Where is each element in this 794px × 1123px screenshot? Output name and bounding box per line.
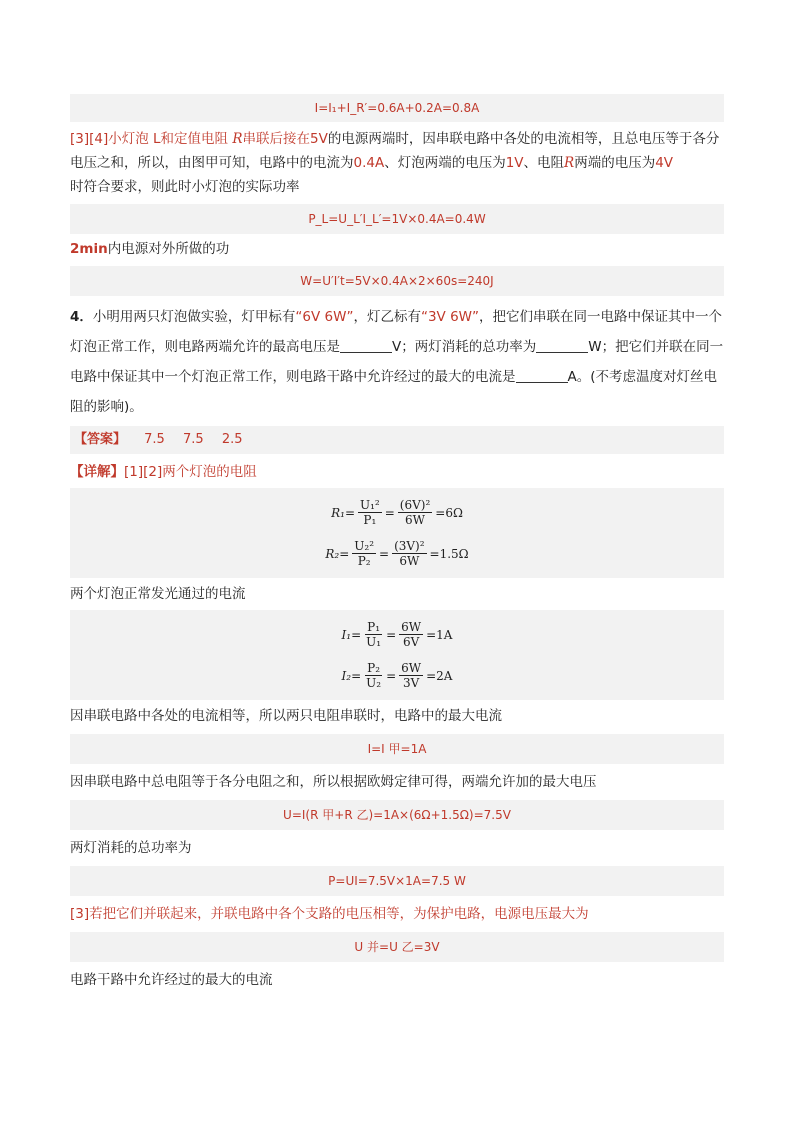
denominator: U₂ (366, 676, 382, 690)
text: 两个灯泡正常发光通过的电流 (70, 586, 246, 602)
denominator: 3V (402, 676, 420, 690)
equation-work: W=U′I′t=5V×0.4A×2×60s=240J (300, 274, 494, 288)
answer-blank (516, 368, 568, 383)
symbol-r: R (232, 131, 243, 147)
value: 1V (505, 155, 524, 171)
text: 串联后接在 (242, 131, 311, 147)
text: 电路干路中允许经过的最大的电流 (70, 972, 273, 988)
equation-total-power: P=UI=7.5V×1A=7.5 W (328, 874, 466, 888)
lamp-spec: “6V 6W” (295, 309, 354, 325)
numerator: P₁ (367, 620, 381, 634)
numerator: U₁² (360, 498, 380, 512)
paragraph-current (70, 582, 724, 606)
value: 2min (70, 241, 108, 257)
value: 4V (655, 155, 674, 171)
text: 因串联电路中总电阻等于各分电阻之和，所以根据欧姆定律可得，两端允许加的最大电压 (70, 774, 597, 790)
text: [3]若把它们并联起来，并联电路中各个支路的电压相等，为保护电路，电源电压最大为 (70, 906, 589, 922)
text: [1][2]两个灯泡的电阻 (124, 464, 257, 480)
unit: A (567, 369, 577, 385)
text: 、电阻 (523, 155, 565, 171)
eq-result: =6Ω (435, 505, 463, 520)
unit: V (392, 339, 402, 355)
document-page (70, 94, 724, 992)
text: 。(不考虑温度对灯丝电阻的影响)。 (70, 369, 718, 415)
text: 小明用两只灯泡做实验，灯甲标有 (92, 309, 296, 325)
denominator: 6W (405, 513, 426, 527)
equation-parallel-voltage: U 并=U 乙=3V (354, 940, 440, 954)
eq-lhs: R₂ (325, 546, 340, 561)
fraction (358, 498, 382, 527)
equation-r2: R₂ = $\frac{\text{U₂²}}{\text{P₂}}$ = $\frac{\text{(3V)²}}{6W}$ =1.5Ω (325, 539, 469, 568)
equation-max-voltage: U=I(R 甲+R 乙)=1A×(6Ω+1.5Ω)=7.5V (283, 808, 511, 822)
equation-band (70, 94, 724, 122)
equation-max-current: I=I 甲=1A (367, 742, 427, 756)
symbol-r: R (564, 155, 575, 171)
numerator: (6V)² (399, 498, 431, 512)
numerator: 6W (401, 661, 422, 675)
equation-band-resistance (70, 488, 724, 578)
value: 5V (310, 131, 328, 147)
text: 内电源对外所做的功 (107, 241, 230, 257)
answer-value: 7.5 (182, 432, 204, 447)
unit: W (588, 339, 602, 355)
answer-value: 2.5 (221, 432, 243, 447)
numerator: U₂² (354, 539, 374, 553)
equation-i1: I₁ = $\frac{\text{P₁}}{\text{U₁}}$ = $\frac{6W}{6V}$ =1A (341, 620, 453, 649)
denominator: 6W (399, 554, 420, 568)
answer-blank (340, 338, 392, 353)
fraction (364, 620, 383, 649)
eq-result: =1A (426, 627, 453, 642)
text: 时符合要求，则此时小灯泡的实际功率 (70, 179, 300, 195)
answer-value: 7.5 (144, 432, 165, 447)
text: ；把它们并联在同一电路中保证其中一个灯泡正常工作，则电路干路中允许经过的最大的电流是 (70, 339, 724, 385)
equation-band (70, 866, 724, 896)
eq-lhs: I₂ (341, 668, 352, 683)
denominator: 6V (402, 635, 420, 649)
paragraph-total-power (70, 836, 724, 860)
value: 0.4A (353, 155, 385, 171)
text: ，灯乙标有 (353, 309, 421, 325)
equation-current-sum: I=I₁+I_R′=0.6A+0.2A=0.8A (314, 101, 480, 115)
numerator: P₂ (367, 661, 381, 675)
equation-band (70, 734, 724, 764)
paragraph-ohm (70, 770, 724, 794)
fraction (399, 620, 423, 649)
paragraph-trunk-current (70, 968, 724, 992)
paragraph-series-circuit (70, 127, 724, 199)
eq-result: =2A (426, 668, 453, 683)
paragraph-series-current (70, 704, 724, 728)
text: 、灯泡两端的电压为 (384, 155, 506, 171)
fraction (392, 539, 426, 568)
numerator: (3V)² (394, 539, 425, 553)
answer-band (70, 426, 724, 454)
question-4 (70, 302, 724, 422)
equation-band (70, 204, 724, 234)
text: 两灯消耗的总功率为 (70, 840, 192, 856)
question-number: 4． (70, 309, 93, 325)
fraction (364, 661, 383, 690)
equation-lamp-power: P_L=U_L′I_L′=1V×0.4A=0.4W (308, 212, 486, 226)
lamp-spec: “3V 6W” (420, 309, 479, 325)
equation-r1: R₁ = $\frac{\text{U₁²}}{\text{P₁}}$ = $\frac{\text{(6V)²}}{6W}$ =6Ω (331, 498, 463, 527)
equation-band (70, 932, 724, 962)
equation-band-current (70, 610, 724, 700)
denominator: U₁ (366, 635, 382, 649)
detail-label: 【详解】 (70, 464, 124, 480)
text: ，把它们串联在同一电路中保证其中一个灯泡正常工作，则电路两端允许的最高电压是 (70, 309, 722, 355)
answer-blank (536, 338, 588, 353)
text: 两端的电压为 (574, 155, 656, 171)
equation-i2: I₂ = $\frac{\text{P₂}}{\text{U₂}}$ = $\frac{6W}{3V}$ =2A (341, 661, 453, 690)
numerator: 6W (401, 620, 422, 634)
equation-band (70, 266, 724, 296)
answer-label: 【答案】 (74, 432, 127, 447)
paragraph-parallel (70, 902, 724, 926)
text: [3][4]小灯泡 L和定值电阻 (70, 131, 233, 147)
eq-lhs: I₁ (341, 627, 352, 642)
equation-band (70, 800, 724, 830)
paragraph-work (70, 237, 724, 261)
eq-result: =1.5Ω (429, 546, 469, 561)
denominator: P₁ (363, 513, 377, 527)
denominator: P₂ (357, 554, 371, 568)
eq-lhs: R₁ (331, 505, 345, 520)
fraction (399, 661, 423, 690)
detail-heading (70, 460, 724, 484)
text: 的电源两端时，因串联电路中各处的电流相等，且总电压等于各分电压之和，所以，由图甲可知，电路中的电流为 (70, 131, 720, 171)
fraction (352, 539, 376, 568)
fraction (398, 498, 432, 527)
text: 因串联电路中各处的电流相等，所以两只电阻串联时，电路中的最大电流 (70, 708, 502, 724)
text: ；两灯消耗的总功率为 (401, 339, 537, 355)
